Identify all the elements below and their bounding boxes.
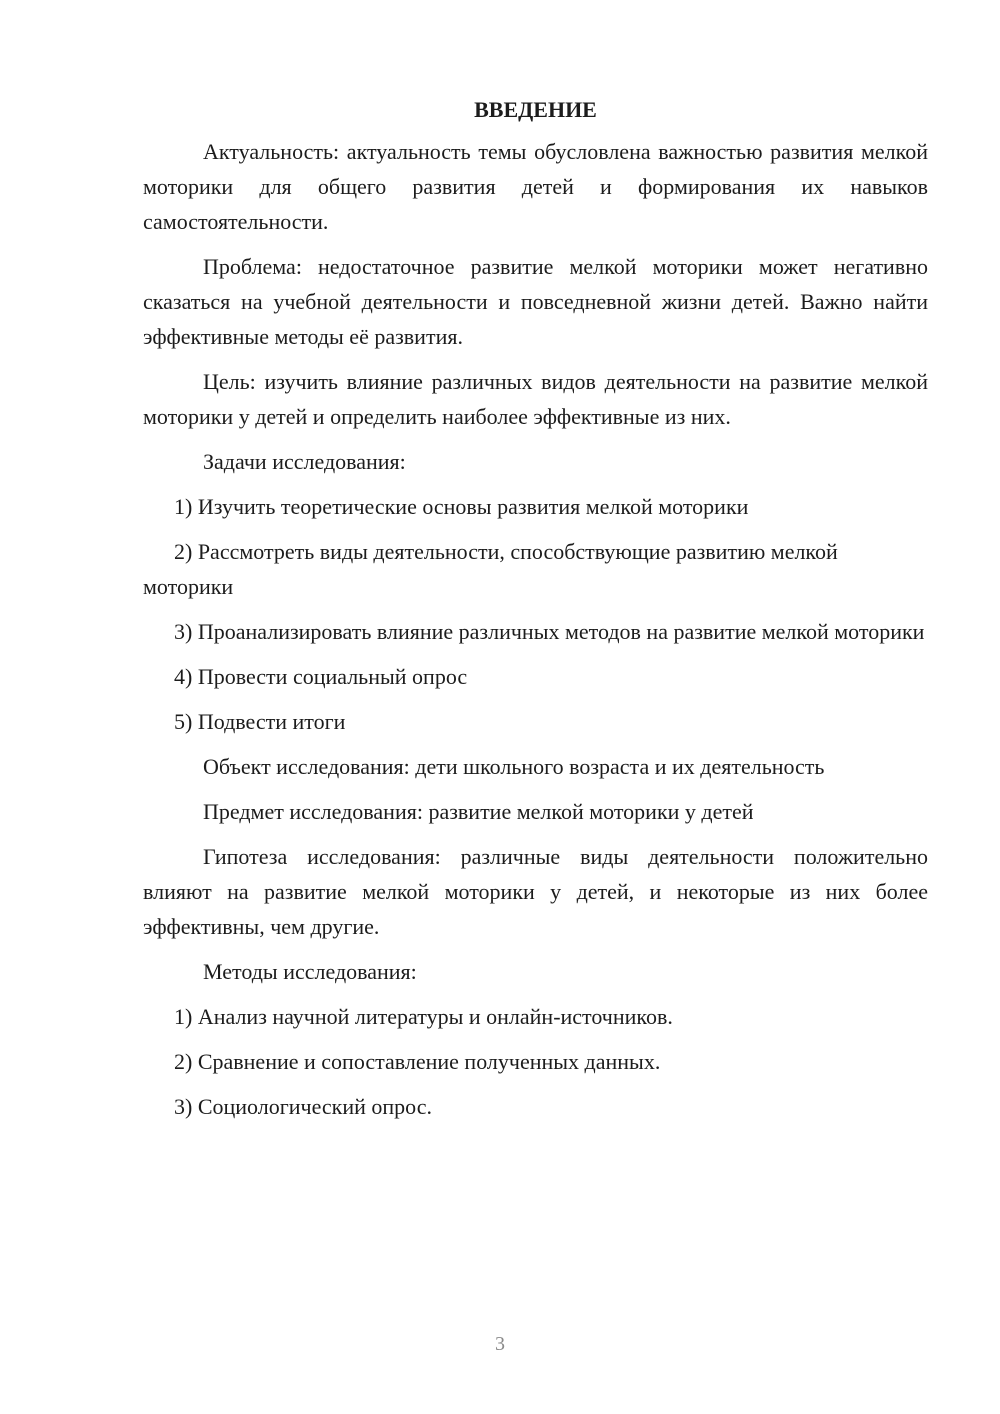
page-content xyxy=(143,92,928,1124)
task-item: 3) Проанализировать влияние различных методов на развитие мелкой моторики xyxy=(174,619,925,644)
problem-paragraph: Проблема: недостаточное развитие мелкой моторики может негативно сказаться на учебной деятельности и повседневной жизни детей. Важно найти эффективные методы её развития. xyxy=(143,254,928,349)
object-paragraph: Объект исследования: дети школьного возраста и их деятельность xyxy=(203,754,825,779)
task-item: 4) Провести социальный опрос xyxy=(174,664,468,689)
relevance-paragraph: Актуальность: актуальность темы обусловлена важностью развития мелкой моторики для общего развития детей и формирования их навыков самостоятельности. xyxy=(143,139,928,234)
tasks-title: Задачи исследования: xyxy=(203,449,406,474)
section-heading: ВВЕДЕНИЕ xyxy=(474,97,597,122)
methods-title: Методы исследования: xyxy=(203,959,417,984)
task-item: 1) Изучить теоретические основы развития мелкой моторики xyxy=(174,494,749,519)
method-item: 1) Анализ научной литературы и онлайн-источников. xyxy=(174,1004,673,1029)
method-item: 3) Социологический опрос. xyxy=(174,1094,432,1119)
task-item: 2) Рассмотреть виды деятельности, способствующие развитию мелкой моторики xyxy=(143,539,838,599)
hypothesis-paragraph: Гипотеза исследования: различные виды деятельности положительно влияют на развитие мелкой моторики у детей, и некоторые из них более эффективны, чем другие. xyxy=(143,844,928,939)
method-item: 2) Сравнение и сопоставление полученных данных. xyxy=(174,1049,661,1074)
task-item: 5) Подвести итоги xyxy=(174,709,346,734)
subject-paragraph: Предмет исследования: развитие мелкой моторики у детей xyxy=(203,799,754,824)
page-number: 3 xyxy=(495,1333,505,1355)
goal-paragraph: Цель: изучить влияние различных видов деятельности на развитие мелкой моторики у детей и определить наиболее эффективные из них. xyxy=(143,369,928,429)
